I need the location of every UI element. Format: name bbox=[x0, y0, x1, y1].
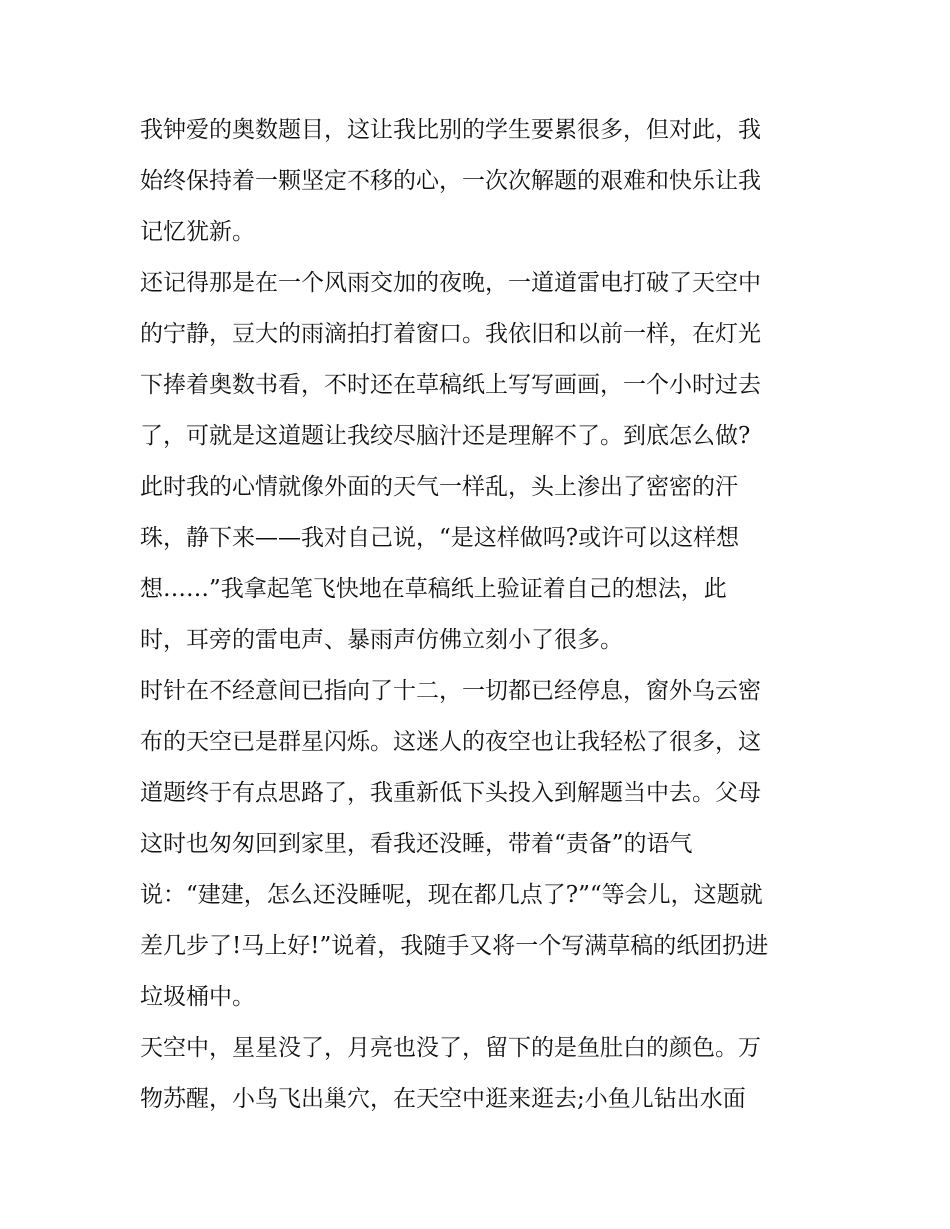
text-line: 垃圾桶中。 bbox=[140, 984, 255, 1010]
text-line: 这时也匆匆回到家里，看我还没睡，带着“责备”的语气 bbox=[140, 831, 693, 857]
text-line: 下捧着奥数书看，不时还在草稿纸上写写画画，一个小时过去 bbox=[140, 372, 761, 398]
text-line: 物苏醒，小鸟飞出巢穴，在天空中逛来逛去;小鱼儿钻出水面 bbox=[140, 1086, 746, 1112]
text-line: 布的天空已是群星闪烁。这迷人的夜空也让我轻松了很多，这 bbox=[140, 729, 761, 755]
text-line: 时针在不经意间已指向了十二，一切都已经停息，窗外乌云密 bbox=[140, 678, 761, 704]
text-line: 珠，静下来——我对自己说，“是这样做吗?或许可以这样想 bbox=[140, 525, 740, 551]
text-line: 道题终于有点思路了，我重新低下头投入到解题当中去。父母 bbox=[140, 780, 761, 806]
text-line: 了，可就是这道题让我绞尽脑汁还是理解不了。到底怎么做? bbox=[140, 423, 751, 449]
text-line: 想……”我拿起笔飞快地在草稿纸上验证着自己的想法，此 bbox=[140, 576, 727, 602]
text-line: 记忆犹新。 bbox=[140, 219, 255, 245]
text-line: 我钟爱的奥数题目，这让我比别的学生要累很多，但对此，我 bbox=[140, 117, 761, 143]
text-line: 说：“建建，怎么还没睡呢，现在都几点了?”“等会儿，这题就 bbox=[140, 882, 763, 908]
text-line: 还记得那是在一个风雨交加的夜晚，一道道雷电打破了天空中 bbox=[140, 270, 761, 296]
text-line: 始终保持着一颗坚定不移的心，一次次解题的艰难和快乐让我 bbox=[140, 168, 761, 194]
essay-text bbox=[140, 108, 820, 1128]
text-line: 差几步了!马上好!”说着，我随手又将一个写满草稿的纸团扔进 bbox=[140, 933, 769, 959]
text-line: 时，耳旁的雷电声、暴雨声仿佛立刻小了很多。 bbox=[140, 627, 623, 653]
text-line: 此时我的心情就像外面的天气一样乱，头上渗出了密密的汗 bbox=[140, 474, 738, 500]
text-line: 的宁静，豆大的雨滴拍打着窗口。我依旧和以前一样，在灯光 bbox=[140, 321, 761, 347]
text-line: 天空中，星星没了，月亮也没了，留下的是鱼肚白的颜色。万 bbox=[140, 1035, 761, 1061]
